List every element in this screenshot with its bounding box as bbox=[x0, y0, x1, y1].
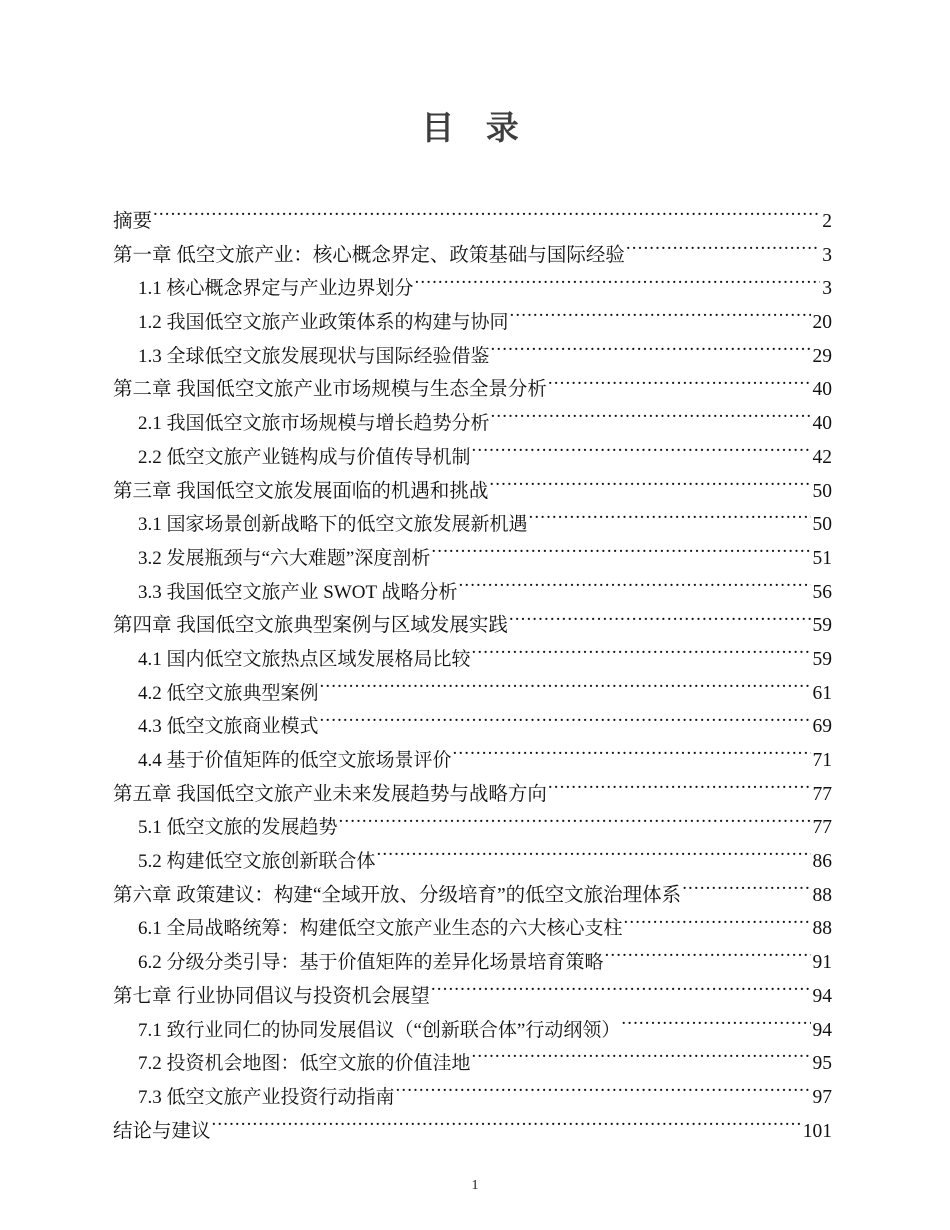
toc-entry-title: 6.1 全局战略统筹：构建低空文旅产业生态的六大核心支柱 bbox=[138, 918, 623, 940]
toc-leader-dots bbox=[624, 915, 811, 935]
toc-entry[interactable] bbox=[113, 1115, 832, 1149]
toc-leader-dots bbox=[489, 477, 810, 497]
toc-entry-page-number: 77 bbox=[812, 817, 832, 839]
toc-entry-title: 5.2 构建低空文旅创新联合体 bbox=[138, 851, 376, 873]
toc-entry-title: 4.4 基于价值矩阵的低空文旅场景评价 bbox=[138, 750, 452, 771]
toc-entry-title: 3.1 国家场景创新战略下的低空文旅发展新机遇 bbox=[138, 514, 528, 536]
toc-entry-title: 4.3 低空文旅商业模式 bbox=[138, 716, 319, 738]
toc-entry-page-number: 94 bbox=[812, 985, 832, 1007]
toc-entry-page-number: 40 bbox=[812, 413, 832, 435]
toc-entry[interactable] bbox=[113, 845, 832, 879]
toc-entry-title: 摘要 bbox=[113, 211, 153, 232]
toc-leader-dots bbox=[605, 949, 811, 969]
toc-entry-page-number: 61 bbox=[812, 682, 832, 704]
toc-entry-page-number: 42 bbox=[812, 446, 832, 468]
toc-entry[interactable] bbox=[113, 980, 832, 1014]
toc-leader-dots bbox=[621, 1016, 810, 1036]
toc-leader-dots bbox=[510, 309, 811, 329]
toc-entry[interactable] bbox=[113, 677, 832, 711]
toc-entry[interactable] bbox=[113, 306, 832, 340]
toc-entry[interactable] bbox=[113, 272, 832, 306]
toc-entry-title: 7.2 投资机会地图：低空文旅的价值洼地 bbox=[138, 1053, 471, 1075]
toc-entry-title: 1.3 全球低空文旅发展现状与国际经验借鉴 bbox=[138, 345, 490, 367]
toc-entry[interactable] bbox=[113, 475, 832, 509]
toc-leader-dots bbox=[377, 848, 811, 868]
toc-entry-title: 4.1 国内低空文旅热点区域发展格局比较 bbox=[138, 648, 471, 670]
page-title: 目 录 bbox=[421, 108, 529, 147]
toc-entry-page-number: 3 bbox=[822, 244, 832, 266]
toc-entry-page-number: 40 bbox=[812, 379, 832, 401]
toc-entry-page-number: 51 bbox=[812, 547, 832, 569]
toc-entry[interactable] bbox=[113, 542, 832, 576]
toc-entry-page-number: 29 bbox=[812, 345, 832, 367]
toc-entry[interactable] bbox=[113, 340, 832, 374]
toc-entry-page-number: 94 bbox=[812, 1019, 832, 1041]
toc-entry[interactable] bbox=[113, 710, 832, 744]
toc-entry-title: 5.1 低空文旅的发展趋势 bbox=[138, 817, 338, 839]
toc-leader-dots bbox=[529, 511, 811, 531]
toc-leader-dots bbox=[491, 342, 811, 362]
toc-entry-title: 4.2 低空文旅典型案例 bbox=[138, 682, 319, 704]
toc-entry-page-number: 86 bbox=[812, 851, 832, 873]
toc-entry-page-number: 50 bbox=[812, 514, 832, 536]
toc-leader-dots bbox=[682, 881, 810, 901]
toc-entry-page-number: 77 bbox=[812, 783, 832, 805]
toc-entry-page-number: 56 bbox=[812, 581, 832, 603]
toc-entry-title: 结论与建议 bbox=[113, 1120, 211, 1142]
toc-entry-page-number: 88 bbox=[812, 918, 832, 940]
toc-entry-title: 7.1 致行业同仁的协同发展倡议（“创新联合体”行动纲领） bbox=[138, 1019, 621, 1041]
toc-leader-dots bbox=[153, 208, 820, 228]
toc-entry-title: 1.1 核心概念界定与产业边界划分 bbox=[138, 278, 414, 300]
toc-entry-title: 3.3 我国低空文旅产业 SWOT 战略分析 bbox=[138, 581, 458, 603]
toc-entry[interactable] bbox=[113, 912, 832, 946]
toc-entry-title: 6.2 分级分类引导：基于价值矩阵的差异化场景培育策略 bbox=[138, 952, 604, 974]
toc-entry-page-number: 97 bbox=[812, 1086, 832, 1108]
toc-entry-page-number: 20 bbox=[812, 312, 832, 334]
toc-entry[interactable] bbox=[113, 373, 832, 407]
toc-leader-dots bbox=[509, 612, 811, 632]
toc-entry[interactable] bbox=[113, 609, 832, 643]
toc-entry[interactable] bbox=[113, 1081, 832, 1115]
toc-entry[interactable] bbox=[113, 407, 832, 441]
toc-leader-dots bbox=[431, 982, 811, 1002]
toc-leader-dots bbox=[320, 679, 811, 699]
toc-entry[interactable] bbox=[113, 576, 832, 610]
toc-leader-dots bbox=[548, 376, 811, 396]
toc-leader-dots bbox=[459, 578, 811, 598]
toc-entry-title: 7.3 低空文旅产业投资行动指南 bbox=[138, 1086, 395, 1108]
toc-leader-dots bbox=[320, 713, 811, 733]
toc-entry-page-number: 71 bbox=[812, 750, 832, 771]
toc-entry[interactable] bbox=[113, 946, 832, 980]
toc-entry-title: 第四章 我国低空文旅典型案例与区域发展实践 bbox=[113, 615, 508, 637]
toc-entry[interactable] bbox=[113, 643, 832, 677]
toc-entry-title: 第六章 政策建议：构建“全域开放、分级培育”的低空文旅治理体系 bbox=[113, 884, 682, 906]
toc-leader-dots bbox=[339, 814, 811, 834]
toc-entry-page-number: 88 bbox=[812, 884, 832, 906]
toc-entry-page-number: 2 bbox=[822, 211, 832, 232]
toc-leader-dots bbox=[472, 645, 811, 665]
toc-entry-page-number: 69 bbox=[812, 716, 832, 738]
toc-leader-dots bbox=[396, 1083, 811, 1103]
toc-entry[interactable] bbox=[113, 778, 832, 812]
toc-entry-title: 3.2 发展瓶颈与“六大难题”深度剖析 bbox=[138, 547, 431, 569]
toc-entry-title: 1.2 我国低空文旅产业政策体系的构建与协同 bbox=[138, 312, 509, 334]
toc-entry[interactable] bbox=[113, 811, 832, 845]
toc-leader-dots bbox=[491, 410, 811, 430]
toc-leader-dots bbox=[431, 544, 810, 564]
toc-entry-title: 第一章 低空文旅产业：核心概念界定、政策基础与国际经验 bbox=[113, 244, 625, 266]
footer-page-number: 1 bbox=[471, 1178, 479, 1193]
toc-entry-page-number: 101 bbox=[802, 1120, 832, 1142]
toc-entry[interactable] bbox=[113, 239, 832, 273]
toc-entry[interactable] bbox=[113, 508, 832, 542]
toc-entry-page-number: 50 bbox=[812, 480, 832, 502]
toc-entry[interactable] bbox=[113, 441, 832, 475]
toc-leader-dots bbox=[415, 275, 821, 295]
toc-entry-page-number: 95 bbox=[812, 1053, 832, 1075]
toc-leader-dots bbox=[548, 780, 811, 800]
toc-entry-title: 2.1 我国低空文旅市场规模与增长趋势分析 bbox=[138, 413, 490, 435]
toc-leader-dots bbox=[626, 241, 820, 261]
toc-entry[interactable] bbox=[113, 1047, 832, 1081]
toc-entry[interactable] bbox=[113, 1014, 832, 1048]
toc-leader-dots bbox=[472, 443, 811, 463]
toc-entry-title: 第二章 我国低空文旅产业市场规模与生态全景分析 bbox=[113, 379, 547, 401]
toc-entry[interactable] bbox=[113, 205, 832, 239]
toc-entry[interactable] bbox=[113, 744, 832, 778]
toc-entry-title: 第五章 我国低空文旅产业未来发展趋势与战略方向 bbox=[113, 783, 547, 805]
toc-entry[interactable] bbox=[113, 879, 832, 913]
toc-entry-page-number: 59 bbox=[812, 615, 832, 637]
toc-entry-page-number: 3 bbox=[822, 278, 832, 300]
toc-leader-dots bbox=[212, 1117, 801, 1137]
toc-entry-page-number: 59 bbox=[812, 648, 832, 670]
toc-leader-dots bbox=[453, 747, 811, 767]
toc-entry-title: 2.2 低空文旅产业链构成与价值传导机制 bbox=[138, 446, 471, 468]
table-of-contents bbox=[113, 205, 832, 1148]
toc-entry-title: 第七章 行业协同倡议与投资机会展望 bbox=[113, 985, 430, 1007]
toc-entry-title: 第三章 我国低空文旅发展面临的机遇和挑战 bbox=[113, 480, 489, 502]
toc-leader-dots bbox=[472, 1050, 811, 1070]
toc-entry-page-number: 91 bbox=[812, 952, 832, 974]
